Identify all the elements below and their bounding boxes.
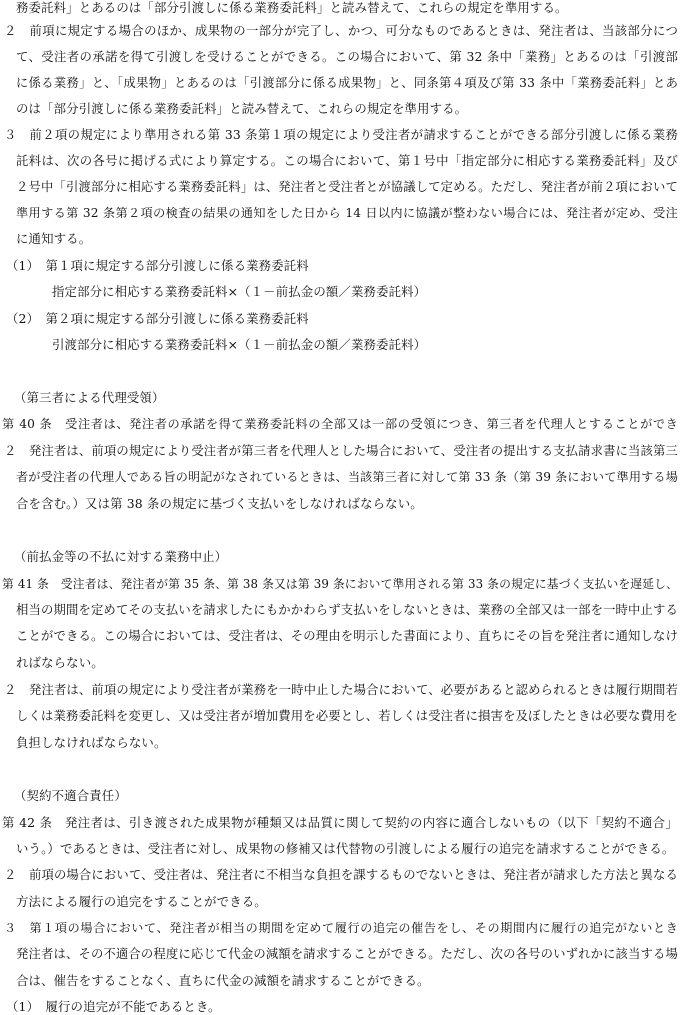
document-line: （1） 履行の追完が不能であるとき。: [6, 999, 221, 1014]
document-line: （前払金等の不払に対する業務中止）: [14, 549, 228, 564]
document-line: 負担しなければならない。: [16, 735, 167, 750]
document-line: ３ 前２項の規定により準用される第 33 条第１項の規定により受注者が請求することができる部分引渡しに係る業務: [4, 128, 678, 142]
document-line: （1） 第１項に規定する部分引渡しに係る業務委託料: [6, 258, 309, 273]
document-line: 務委託料」とあるのは「部分引渡しに係る業務委託料」と読み替えて、これらの規定を準用する。: [16, 0, 568, 15]
document-line: ２ 前項の場合において、受注者は、発注者に不相当な負担を課するものでないときは、発注者が請求した方法と異なる: [4, 868, 678, 882]
document-line: 合は、催告をすることなく、直ちに代金の減額を請求することができる。: [16, 973, 430, 988]
document-line: ３ 第１項の場合において、発注者が相当の期間を定めて履行の追完の催告をし、その期間内に履行の追完がないとき: [4, 921, 678, 935]
document-line: に通知する。: [16, 231, 92, 246]
document-line: ２号中「引渡部分に相応する業務委託料」は、発注者と受注者とが協議して定める。ただし、発注者が前２項において: [16, 180, 678, 194]
document-line: 者が受注者の代理人である旨の明記がなされているときは、当該第三者に対して第 33 条（第 39 条において準用する場: [16, 470, 678, 484]
document-line: （2） 第２項に規定する部分引渡しに係る業務委託料: [6, 311, 309, 326]
document-line: て、受注者の承諾を得て引渡しを受けることができる。この場合において、第 32 条中「業務」とあるのは「引渡部: [16, 50, 678, 64]
document-line: しくは業務委託料を変更し、又は受注者が増加費用を必要とし、若しくは受注者に損害を及ぼしたときは必要な費用を: [16, 709, 678, 723]
document-line: ２ 発注者は、前項の規定により受注者が第三者を代理人とした場合において、受注者の提出する支払請求書に当該第三: [4, 444, 678, 458]
document-line: に係る業務」と、「成果物」とあるのは「引渡部分に係る成果物」と、同条第４項及び第 33 条中「業務委託料」とあ: [16, 76, 678, 90]
document-line: 指定部分に相応する業務委託料×（１－前払金の額／業務委託料）: [52, 284, 427, 299]
document-line: ればならない。: [16, 655, 104, 670]
document-line: 第 42 条 発注者は、引き渡された成果物が種類又は品質に関して契約の内容に適合しないもの（以下「契約不適合」: [2, 815, 678, 830]
document-line: 引渡部分に相応する業務委託料×（１－前払金の額／業務委託料）: [52, 337, 427, 352]
document-line: のは「部分引渡しに係る業務委託料」と読み替えて、これらの規定を準用する。: [16, 101, 468, 116]
document-line: 第 40 条 受注者は、発注者の承諾を得て業務委託料の全部又は一部の受領につき、第三者を代理人とすることができ: [2, 417, 678, 431]
document-line: （契約不適合責任）: [14, 788, 127, 803]
document-line: 合を含む。）又は第 38 条の規定に基づく支払いをしなければならない。: [16, 496, 423, 511]
document-line: 相当の期間を定めてその支払いを請求したにもかかわらず支払いをしないときは、業務の全部又は一部を一時中止する: [16, 603, 678, 617]
document-line: 方法による履行の追完をすることができる。: [16, 894, 267, 909]
document-line: 発注者は、その不適合の程度に応じて代金の減額を請求することができる。ただし、次の各号のいずれかに該当する場: [16, 947, 678, 961]
document-line: 準用する第 32 条第２項の検査の結果の通知をした日から 14 日以内に協議が整わない場合には、発注者が定め、受注: [16, 206, 678, 220]
document-line: ２ 前項に規定する場合のほか、成果物の一部分が完了し、かつ、可分なものであるときは、発注者は、当該部分につ: [4, 24, 678, 38]
document-line: 託料は、次の各号に掲げる式により算定する。この場合において、第１号中「指定部分に相応する業務委託料」及び: [16, 154, 678, 168]
document-line: 第 41 条 受注者は、発注者が第 35 条、第 38 条又は第 39 条において準用される第 33 条の規定に基づく支払いを遅延し、: [2, 577, 678, 591]
document-line: （第三者による代理受領）: [14, 390, 165, 405]
document-line: ことができる。この場合においては、受注者は、その理由を明示した書面により、直ちにその旨を発注者に通知しなけ: [16, 629, 678, 643]
document-line: ２ 発注者は、前項の規定により受注者が業務を一時中止した場合において、必要があると認められるときは履行期間若: [4, 683, 678, 697]
document-line: いう。）であるときは、受注者に対し、成果物の修補又は代替物の引渡しによる履行の追完を請求することができる。: [16, 841, 675, 856]
